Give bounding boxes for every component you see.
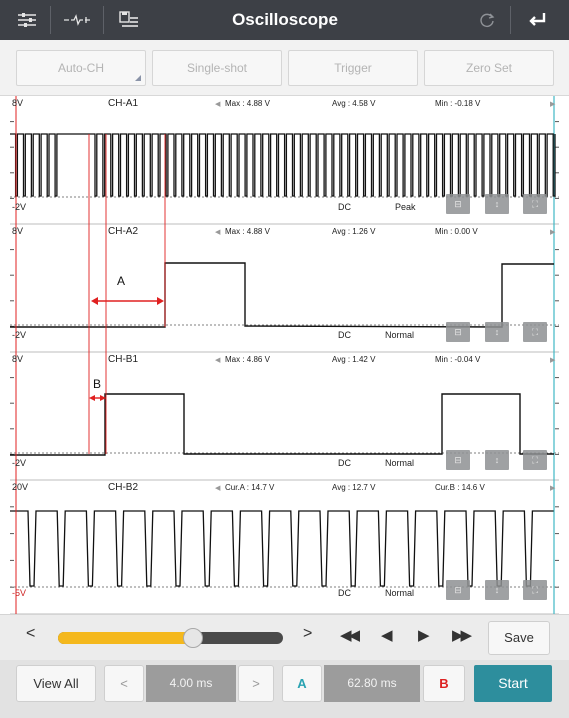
channel-name: CH-B1 — [108, 354, 139, 365]
channel-stat: Avg : 1.42 V — [332, 355, 376, 364]
channel-stat: Min : -0.18 V — [435, 99, 481, 108]
channel-stat: Min : 0.00 V — [435, 227, 478, 236]
channel-menu-button[interactable]: ⊟ — [446, 322, 470, 342]
waveform-icon[interactable] — [60, 6, 94, 34]
bottom-bar — [0, 660, 569, 718]
trigger-label: Trigger — [334, 61, 372, 75]
mode-label: Normal — [385, 330, 415, 340]
trigger-button[interactable] — [288, 50, 418, 86]
expand-icon[interactable]: ⛶ — [523, 194, 547, 214]
channel-scale-button[interactable]: ↕ — [485, 194, 509, 214]
left-arrow-icon: ◀ — [215, 357, 221, 364]
timebase-increase-button[interactable]: > — [238, 665, 274, 702]
scroll-left-button[interactable]: < — [26, 625, 36, 642]
top-bar — [0, 0, 569, 40]
coupling-label: DC — [338, 202, 351, 212]
header-divider — [103, 6, 104, 34]
left-arrow-icon: ◀ — [215, 229, 221, 236]
channel-panel-a2 — [10, 224, 559, 352]
channel-scale-button[interactable]: ↕ — [485, 580, 509, 600]
channel-scale-button[interactable]: ↕ — [485, 322, 509, 342]
channel-stat: Cur.B : 14.6 V — [435, 483, 485, 492]
save-list-icon[interactable] — [112, 6, 146, 34]
coupling-label: DC — [338, 458, 351, 468]
marker-a-label: A — [117, 274, 126, 288]
dropdown-corner-icon — [135, 75, 141, 81]
channel-scale-button[interactable]: ↕ — [485, 450, 509, 470]
fast-forward-icon[interactable]: ▶▶ — [452, 627, 470, 644]
view-all-button[interactable]: View All — [16, 665, 96, 702]
coupling-label: DC — [338, 588, 351, 598]
position-slider[interactable] — [58, 632, 283, 644]
start-button[interactable]: Start — [474, 665, 552, 702]
channel-stat: Avg : 1.26 V — [332, 227, 376, 236]
scale-top-label: 8V — [12, 98, 24, 108]
timebase-value: 4.00 ms — [146, 665, 236, 702]
channel-stat: Max : 4.86 V — [225, 355, 270, 364]
left-arrow-icon: ◀ — [215, 101, 221, 108]
single-shot-button[interactable] — [152, 50, 282, 86]
function-button-row — [0, 40, 569, 96]
channel-panel-a1 — [10, 96, 559, 224]
auto-ch-label: Auto-CH — [57, 61, 104, 75]
back-icon[interactable] — [520, 6, 554, 34]
left-arrow-icon: ◀ — [215, 485, 221, 492]
mode-label: Normal — [385, 458, 415, 468]
save-button[interactable]: Save — [488, 621, 550, 655]
right-arrow-icon: ▶ — [550, 229, 556, 236]
channel-name: CH-A1 — [108, 98, 139, 109]
timebase-decrease-button[interactable]: < — [104, 665, 144, 702]
expand-icon[interactable]: ⛶ — [523, 580, 547, 600]
channel-menu-button[interactable]: ⊟ — [446, 450, 470, 470]
mode-label: Normal — [385, 588, 415, 598]
expand-icon[interactable]: ⛶ — [523, 450, 547, 470]
mode-label: Peak — [395, 202, 416, 212]
channel-stat: Max : 4.88 V — [225, 99, 270, 108]
scale-bottom-label: -5V — [12, 588, 27, 598]
channel-stat: Cur.A : 14.7 V — [225, 483, 275, 492]
channel-name: CH-A2 — [108, 226, 139, 237]
slider-handle[interactable] — [183, 628, 203, 648]
channel-stat: Avg : 4.58 V — [332, 99, 376, 108]
channel-name: CH-B2 — [108, 482, 139, 493]
channel-panel-b2 — [10, 480, 559, 614]
scope-display[interactable] — [10, 96, 559, 614]
right-arrow-icon: ▶ — [550, 101, 556, 108]
channel-stat: Min : -0.04 V — [435, 355, 481, 364]
right-arrow-icon: ▶ — [550, 485, 556, 492]
right-arrow-icon: ▶ — [550, 357, 556, 364]
refresh-icon[interactable] — [470, 6, 504, 34]
marker-b-label: B — [93, 377, 102, 391]
cursor-a-button[interactable]: A — [282, 665, 322, 702]
channel-menu-button[interactable]: ⊟ — [446, 194, 470, 214]
channel-stat: Avg : 12.7 V — [332, 483, 376, 492]
scroll-right-button[interactable]: > — [303, 625, 313, 642]
scale-bottom-label: -2V — [12, 458, 27, 468]
channel-menu-button[interactable]: ⊟ — [446, 580, 470, 600]
playback-bar — [0, 614, 569, 660]
scale-top-label: 8V — [12, 354, 24, 364]
channel-stat: Max : 4.88 V — [225, 227, 270, 236]
scale-top-label: 20V — [12, 482, 29, 492]
zero-set-label: Zero Set — [465, 61, 513, 75]
header-divider — [50, 6, 51, 34]
app-title: Oscilloscope — [232, 10, 338, 29]
auto-ch-button[interactable] — [16, 50, 146, 86]
step-back-icon[interactable]: ◀ — [381, 627, 390, 644]
scale-bottom-label: -2V — [12, 330, 27, 340]
scale-top-label: 8V — [12, 226, 24, 236]
sliders-icon[interactable] — [10, 6, 44, 34]
cursor-delta-value: 62.80 ms — [324, 665, 420, 702]
zero-set-button[interactable] — [424, 50, 554, 86]
slider-fill — [58, 632, 193, 644]
cursor-b-button[interactable]: B — [423, 665, 465, 702]
coupling-label: DC — [338, 330, 351, 340]
channel-panel-b1 — [10, 352, 559, 480]
scale-bottom-label: -2V — [12, 202, 27, 212]
header-divider — [510, 6, 511, 34]
rewind-icon[interactable]: ◀◀ — [340, 627, 358, 644]
single-shot-label: Single-shot — [186, 61, 248, 75]
step-forward-icon[interactable]: ▶ — [418, 627, 427, 644]
expand-icon[interactable]: ⛶ — [523, 322, 547, 342]
